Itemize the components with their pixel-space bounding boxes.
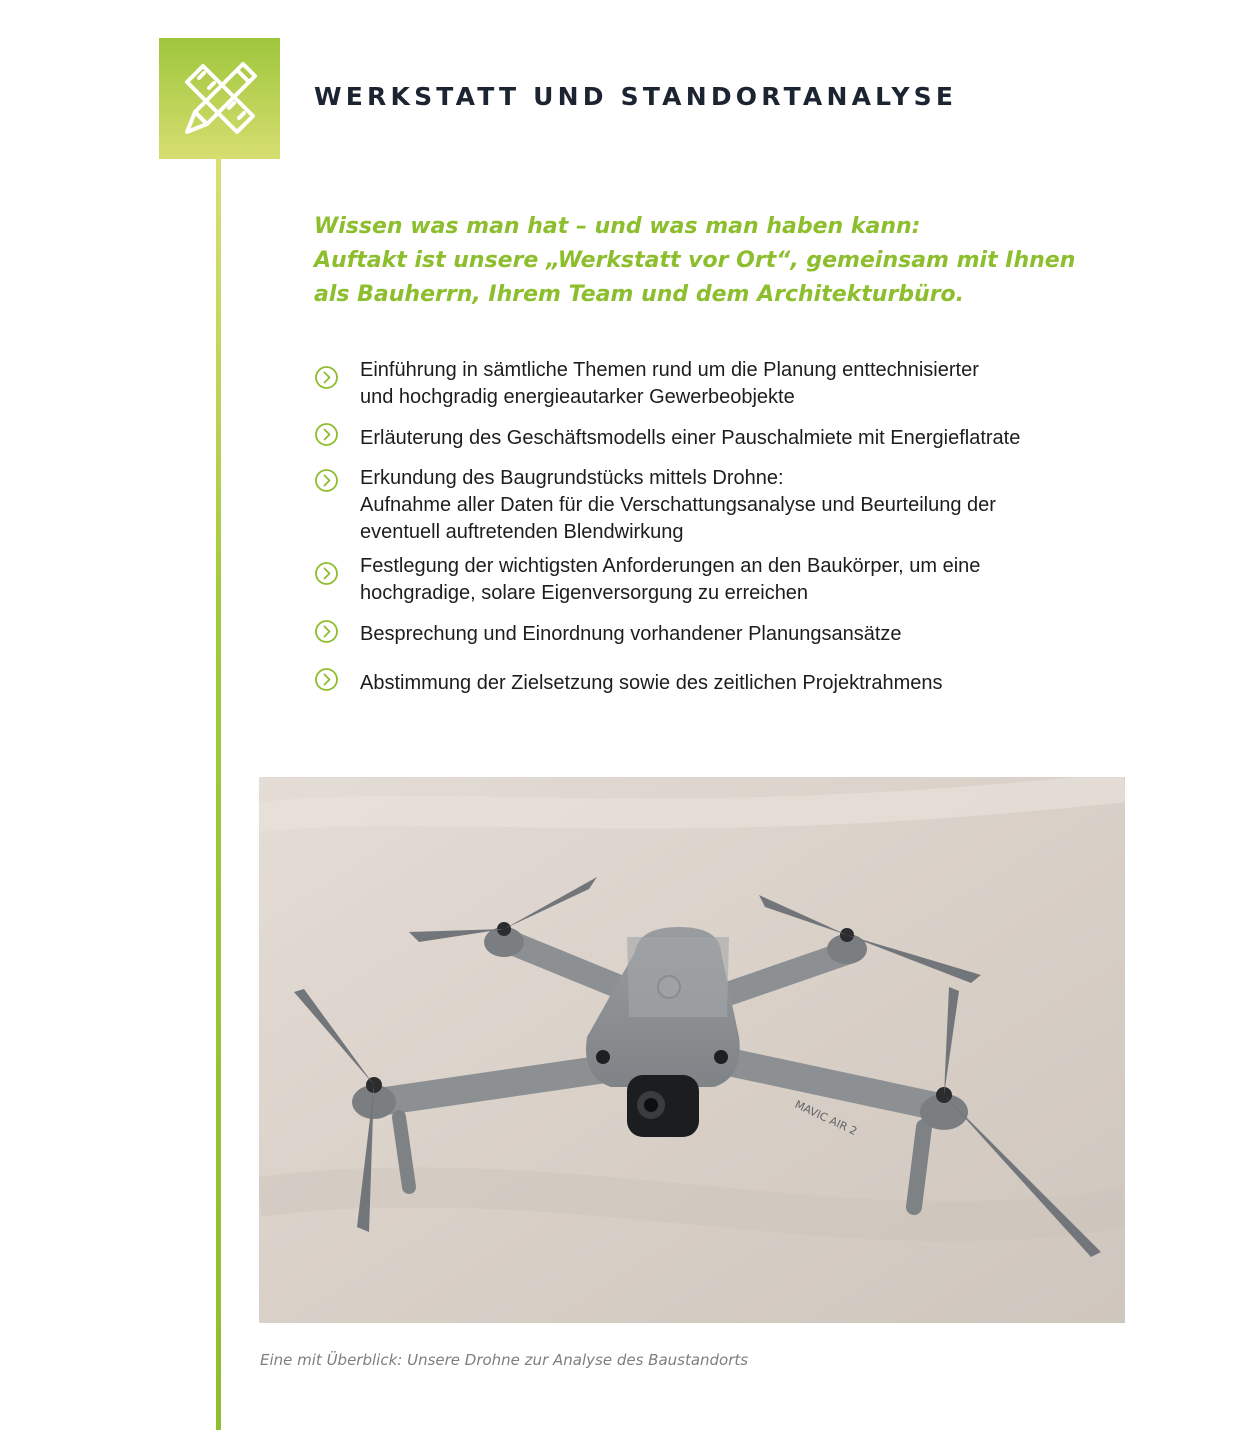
chevron-circle-icon [314,468,339,493]
lead-line: Auftakt ist unsere „Werkstatt vor Ort“, gemeinsam mit Ihnen [314,248,1076,273]
list-item [314,357,1114,425]
list-item [314,621,1114,670]
ruler-pencil-icon [173,52,266,145]
list-item [314,670,1114,700]
chevron-circle-icon [314,365,339,390]
drone-label: MAVIC AIR 2 [792,1097,860,1139]
list-item-text: eventuell auftretenden Blendwirkung [360,521,684,543]
chevron-circle-icon [314,422,339,447]
vertical-accent-line [216,159,221,1430]
lead-line: Wissen was man hat – und was man haben kann: [314,214,921,239]
page-title: WERKSTATT UND STANDORTANALYSE [314,82,958,111]
drone-photo [259,777,1125,1323]
section-icon-box [159,38,280,159]
list-item-text: hochgradige, solare Eigenversorgung zu erreichen [360,582,809,604]
list-item-text: Erkundung des Baugrundstücks mittels Drohne: [360,467,784,489]
list-item [314,553,1114,621]
list-item [314,425,1114,465]
list-item [314,465,1114,553]
lead-statement [314,210,1104,312]
list-item-text: und hochgradig energieautarker Gewerbeobjekte [360,386,795,408]
list-item-text: Aufnahme aller Daten für die Verschattungsanalyse und Beurteilung der [360,494,996,516]
list-item-text: Erläuterung des Geschäftsmodells einer Pauschalmiete mit Energieflatrate [360,427,1021,449]
agenda-list [314,357,1114,700]
list-item-text: Festlegung der wichtigsten Anforderungen an den Baukörper, um eine [360,555,981,577]
chevron-circle-icon [314,619,339,644]
chevron-circle-icon [314,667,339,692]
list-item-text: Besprechung und Einordnung vorhandener Planungsansätze [360,623,902,645]
photo-caption: Eine mit Überblick: Unsere Drohne zur Analyse des Baustandorts [260,1351,749,1369]
chevron-circle-icon [314,561,339,586]
list-item-text: Einführung in sämtliche Themen rund um die Planung enttechnisierter [360,359,979,381]
lead-line: als Bauherrn, Ihrem Team und dem Architekturbüro. [314,282,965,307]
list-item-text: Abstimmung der Zielsetzung sowie des zeitlichen Projektrahmens [360,672,943,694]
